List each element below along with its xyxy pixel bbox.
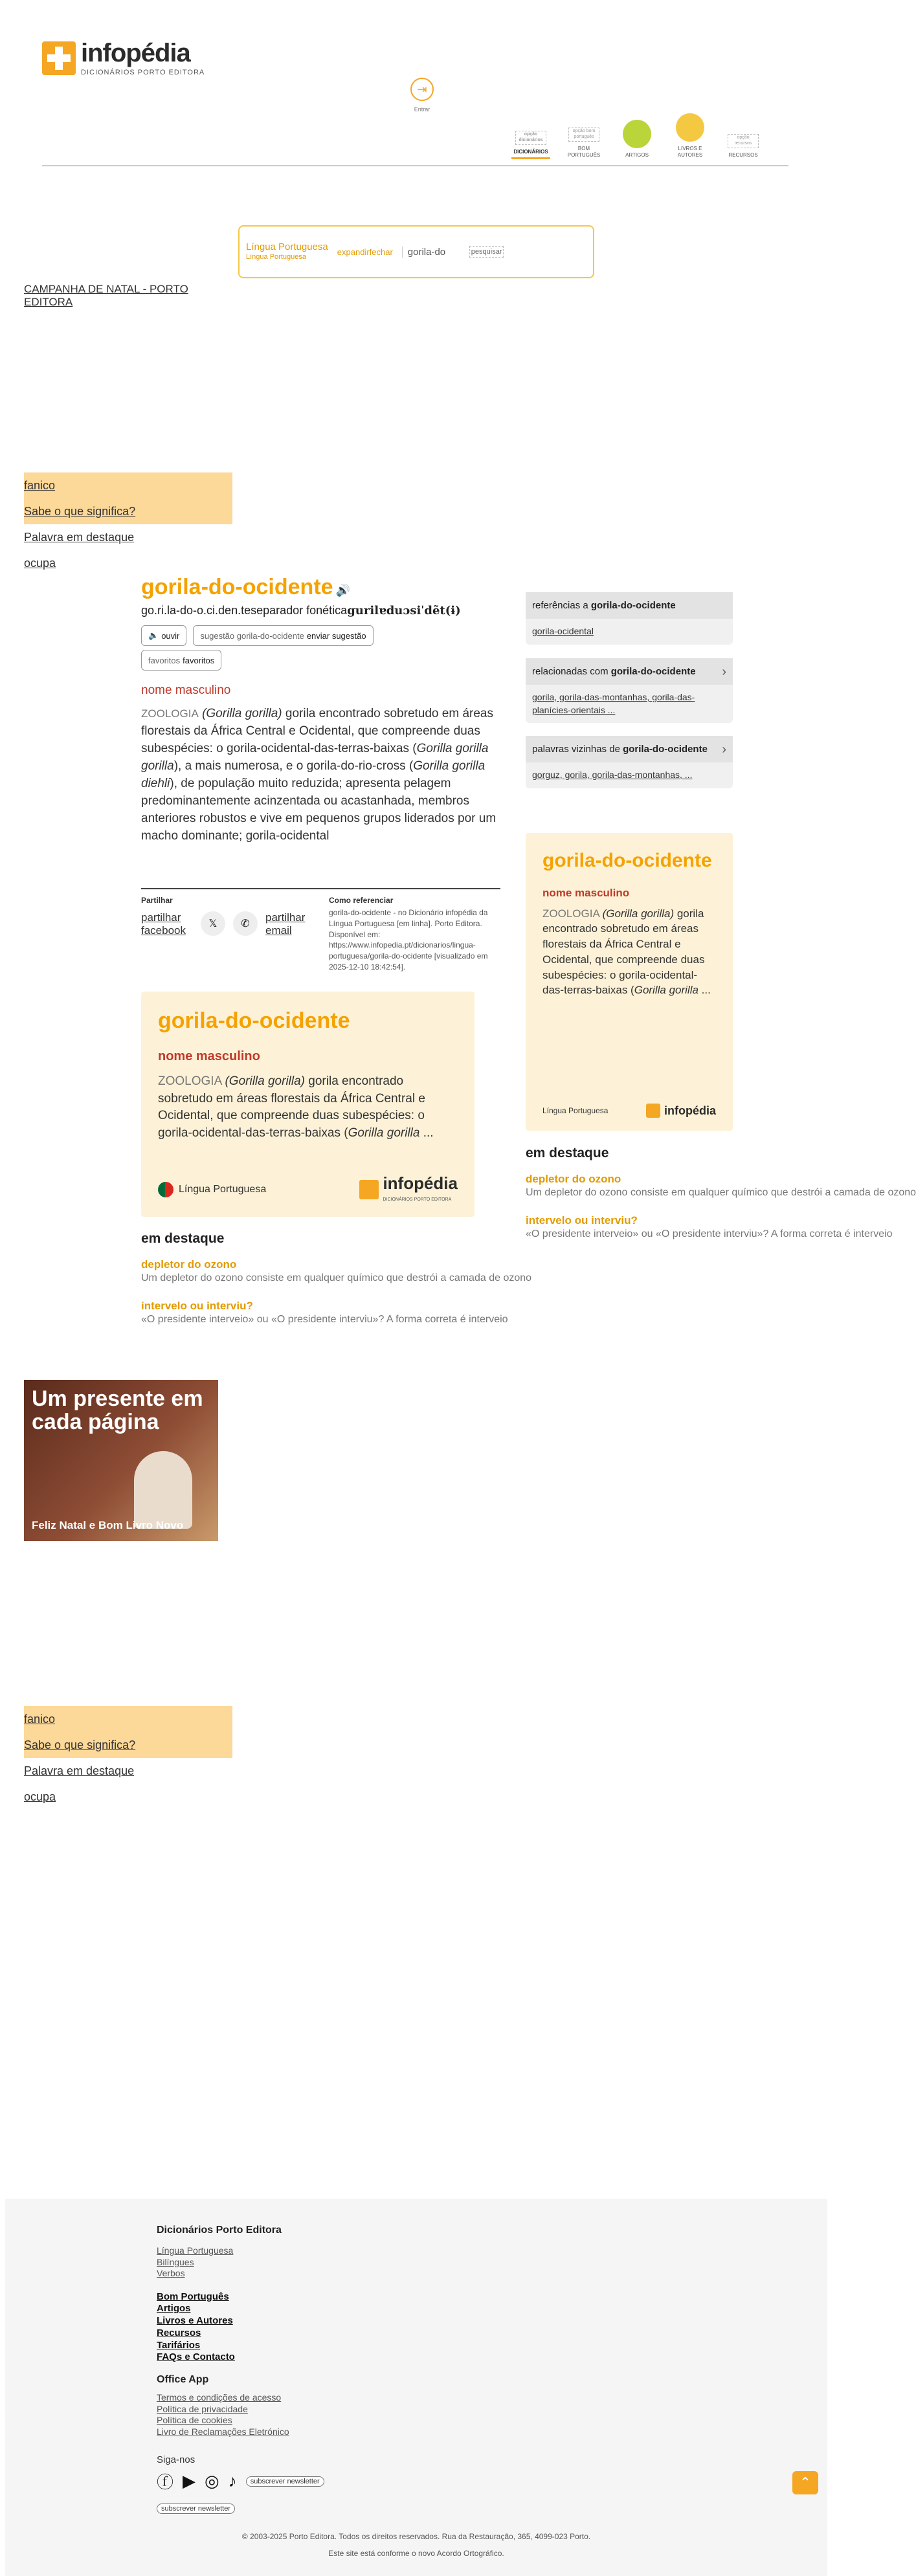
- chevron-right-icon[interactable]: ›: [722, 742, 726, 757]
- card-domain: ZOOLOGIA: [158, 1074, 222, 1088]
- related-box: [526, 658, 733, 723]
- nav-label: RECURSOS: [728, 152, 758, 159]
- ad-headline: Um presente em cada página: [32, 1386, 203, 1434]
- menu-item-fanico[interactable]: [24, 472, 232, 498]
- footer-link[interactable]: Bilíngues: [157, 2256, 194, 2267]
- featured-word[interactable]: depletor do ozono: [526, 1173, 621, 1185]
- featured-title: em destaque: [141, 1231, 225, 1246]
- menu-item-sabe[interactable]: [24, 498, 232, 524]
- card-sci: (Gorilla gorilla): [225, 1074, 306, 1088]
- nav-livros-autores[interactable]: [671, 113, 709, 159]
- related-prefix: relacionadas com: [532, 666, 611, 677]
- listen-button[interactable]: [141, 625, 186, 646]
- bom-portugues-icon: opção bom português: [568, 128, 599, 142]
- menu-link[interactable]: Sabe o que significa?: [24, 505, 136, 518]
- card-language-label: Língua Portuguesa: [542, 1106, 609, 1115]
- card-logo-name: infopédia: [664, 1104, 716, 1117]
- phonetic: gurilɐduɔsiˈdẽt(ɨ): [347, 604, 461, 617]
- newsletter-button[interactable]: subscrever newsletter: [246, 2476, 324, 2487]
- definition-text: gorila encontrado sobretudo em áreas florestais da África Central e Ocidental, que compreende duas subespécies: o gorila-ocidental-das-terras-baixas (: [141, 707, 493, 755]
- menu-item-fanico[interactable]: [24, 1706, 232, 1732]
- facebook-share-icon[interactable]: partilhar facebook: [141, 911, 186, 937]
- references-header: [526, 592, 733, 619]
- neighbors-prefix: palavras vizinhas de: [532, 744, 623, 755]
- header-divider: [42, 165, 788, 166]
- christmas-ad[interactable]: [24, 1380, 218, 1541]
- instagram-icon[interactable]: ◎: [205, 2471, 219, 2491]
- speaker-icon: 🔈: [148, 630, 159, 640]
- references-word: gorila-do-ocidente: [590, 600, 676, 611]
- neighbors-box: [526, 736, 733, 788]
- menu-item-ocupa[interactable]: [24, 550, 232, 576]
- definition: [141, 705, 500, 845]
- x-share-icon[interactable]: 𝕏: [201, 911, 225, 936]
- dictionary-label: Língua Portuguesa: [246, 241, 328, 253]
- favorites-icon: favoritos: [148, 655, 181, 665]
- footer-link[interactable]: Língua Portuguesa: [157, 2245, 234, 2256]
- nav-label: DICIONÁRIOS: [513, 149, 548, 155]
- pronunciation: [141, 604, 500, 617]
- ad-subline: Feliz Natal e Bom Livro Novo: [32, 1519, 184, 1532]
- logo-mark-icon: [646, 1104, 660, 1118]
- footer-link[interactable]: Tarifários: [157, 2339, 201, 2351]
- back-to-top-icon[interactable]: ⌃: [792, 2471, 818, 2494]
- menu-link[interactable]: ocupa: [24, 1790, 56, 1803]
- card-ellipsis: ...: [698, 984, 711, 997]
- card-tail: Gorilla gorilla: [634, 984, 698, 997]
- card-ellipsis: ...: [419, 1126, 434, 1140]
- chevron-right-icon[interactable]: ›: [722, 665, 726, 679]
- card-text: gorila encontrado sobretudo em áreas florestais da África Central e Ocidental, que compreende duas subespécies: o gorila-ocidental-das-terras-baixas (: [158, 1074, 425, 1140]
- site-footer: [5, 2199, 827, 2576]
- whatsapp-share-icon[interactable]: ✆: [233, 911, 258, 936]
- search-icon[interactable]: pesquisar: [469, 246, 504, 258]
- copyright: © 2003-2025 Porto Editora. Todos os direitos reservados. Rua da Restauração, 365, 4099-023 Porto.: [241, 2532, 591, 2541]
- ad-image: [134, 1451, 192, 1529]
- card-logo: [646, 1104, 716, 1118]
- share-title: Partilhar: [141, 896, 173, 905]
- card-sci: (Gorilla gorilla): [602, 907, 675, 920]
- menu-item-palavra[interactable]: [24, 524, 232, 550]
- card-definition: [542, 906, 716, 999]
- footer-link[interactable]: Bom Português: [157, 2291, 229, 2302]
- card-logo: [359, 1175, 458, 1204]
- footer-link[interactable]: Verbos: [157, 2268, 185, 2278]
- menu-item-palavra[interactable]: [24, 1758, 232, 1784]
- cite-title: Como referenciar: [329, 896, 394, 905]
- sidebar-share-card: [526, 833, 733, 1131]
- legal-link[interactable]: Política de privacidade: [157, 2403, 248, 2414]
- entry-actions: [141, 625, 500, 646]
- nav-label: ARTIGOS: [625, 152, 649, 159]
- nav-recursos[interactable]: [724, 134, 763, 159]
- listen-label: ouvir: [161, 630, 180, 641]
- menu-link[interactable]: fanico: [24, 1713, 56, 1726]
- syllables: go.ri.la-do-o.ci.den.te: [141, 604, 251, 617]
- menu-link[interactable]: Palavra em destaque: [24, 1764, 135, 1777]
- card-language-label: Língua Portuguesa: [179, 1183, 267, 1195]
- featured-text: «O presidente interveio» ou «O presidente interviu»? A forma correta é interveio: [141, 1314, 508, 1325]
- speaker-icon[interactable]: 🔊: [335, 584, 350, 597]
- references-link[interactable]: gorila-ocidental: [532, 626, 594, 636]
- nav-label: LIVROS E AUTORES: [677, 146, 703, 159]
- domain-label: ZOOLOGIA: [141, 707, 199, 720]
- search-input[interactable]: [402, 247, 460, 258]
- dictionary-sublabel: Língua Portuguesa: [246, 253, 306, 261]
- suggest-icon: sugestão gorila-do-ocidente: [200, 630, 304, 641]
- entry-share-card: [141, 992, 475, 1217]
- search-bar: [238, 225, 594, 278]
- scientific-name: Gorilla gorilla gorilla: [141, 741, 489, 773]
- references-box: [526, 592, 733, 645]
- main-nav: [511, 113, 763, 159]
- livros-icon: [676, 113, 704, 142]
- favorites-button[interactable]: [141, 650, 221, 671]
- menu-link[interactable]: ocupa: [24, 557, 56, 570]
- dictionary-selector[interactable]: [246, 241, 328, 261]
- portugal-flag-icon: [158, 1182, 173, 1197]
- card-grammar: nome masculino: [158, 1049, 260, 1063]
- card-language: [158, 1182, 266, 1197]
- card-definition: [158, 1073, 458, 1142]
- neighbors-header[interactable]: [526, 736, 733, 762]
- recursos-icon: opção recursos: [728, 134, 759, 148]
- campaign-banner[interactable]: CAMPANHA DE NATAL - PORTO EDITORA: [24, 283, 188, 308]
- related-word: gorila-do-ocidente: [610, 666, 696, 677]
- legal-link[interactable]: Livro de Reclamações Eletrónico: [157, 2426, 289, 2437]
- favorites-row: [141, 650, 500, 671]
- scientific-name: (Gorilla gorilla): [202, 707, 282, 720]
- login-button[interactable]: [406, 78, 438, 113]
- footer-link[interactable]: FAQs e Contacto: [157, 2351, 235, 2363]
- newsletter-button-2[interactable]: subscrever newsletter: [157, 2504, 235, 2514]
- tiktok-icon[interactable]: ♪: [228, 2471, 237, 2491]
- nav-label: BOM PORTUGUÊS: [567, 146, 601, 159]
- grammar-label: nome masculino: [141, 683, 231, 697]
- menu-item-sabe[interactable]: [24, 1732, 232, 1758]
- card-title: gorila-do-ocidente: [158, 1008, 350, 1033]
- related-header[interactable]: [526, 658, 733, 685]
- email-share-icon[interactable]: partilhar email: [265, 911, 306, 937]
- follow-label: Siga-nos: [157, 2454, 195, 2465]
- legal-link[interactable]: Termos e condições de acesso: [157, 2392, 282, 2403]
- footer-link[interactable]: Recursos: [157, 2327, 201, 2338]
- card-text: gorila encontrado sobretudo em áreas florestais da África Central e Ocidental, que compreende duas subespécies: o gorila-ocidental-das-terras-baixas (: [542, 907, 705, 997]
- featured-word[interactable]: intervelo ou interviu?: [526, 1214, 638, 1227]
- featured-title: em destaque: [526, 1146, 609, 1160]
- cite-text: gorila-do-ocidente - no Dicionário infopédia da Língua Portuguesa [em linha]. Porto Editora. Disponível em: https://www.infopedia.pt/dicionarios/lingua-portuguesa/gorila-do-ocidente [visualizado em 2025-12-10 18:42:54].: [329, 908, 488, 972]
- featured-text: «O presidente interveio» ou «O presidente interviu»? A forma correta é interveio: [526, 1228, 893, 1239]
- menu-item-ocupa[interactable]: [24, 1784, 232, 1810]
- office-app-title[interactable]: Office App: [157, 2374, 209, 2385]
- social-row: [157, 2469, 827, 2493]
- card-domain: ZOOLOGIA: [542, 907, 599, 920]
- logo-mark-icon: [359, 1180, 379, 1199]
- featured-section: [141, 1231, 532, 1326]
- orthographic-note: Este site está conforme o novo Acordo Ortográfico.: [328, 2549, 504, 2558]
- scientific-name: Gorilla gorilla diehli: [141, 759, 486, 790]
- nav-artigos[interactable]: [618, 120, 656, 159]
- definition-text: ), a mais numerosa, e o gorila-do-rio-cross (: [173, 759, 414, 773]
- footer-link[interactable]: Livros e Autores: [157, 2315, 233, 2326]
- side-menu: [24, 472, 232, 576]
- footer-link[interactable]: Artigos: [157, 2303, 191, 2315]
- card-title: gorila-do-ocidente: [542, 850, 712, 871]
- login-label: Entrar: [414, 106, 430, 113]
- site-logo[interactable]: [42, 40, 205, 76]
- dictionary-entry: [141, 575, 500, 845]
- share-section: [141, 888, 500, 973]
- side-menu-bottom: [24, 1706, 232, 1810]
- expand-toggle[interactable]: expandirfechar: [337, 247, 393, 257]
- featured-word[interactable]: depletor do ozono: [141, 1258, 237, 1271]
- headword: gorila-do-ocidente: [141, 575, 333, 599]
- youtube-icon[interactable]: ▶: [183, 2471, 196, 2491]
- card-grammar: nome masculino: [542, 886, 630, 899]
- nav-bom-portugues[interactable]: [564, 128, 603, 159]
- logo-subtitle: DICIONÁRIOS PORTO EDITORA: [81, 69, 205, 76]
- neighbors-links[interactable]: gorguz, gorila, gorila-das-montanhas, ...: [532, 770, 693, 780]
- legal-link[interactable]: Política de cookies: [157, 2415, 232, 2425]
- menu-link[interactable]: fanico: [24, 479, 56, 492]
- facebook-icon[interactable]: ⓕ: [157, 2472, 174, 2492]
- card-logo-name: infopédia: [383, 1173, 458, 1193]
- sidebar-featured: [526, 1146, 916, 1240]
- suggest-label: enviar sugestão: [306, 630, 366, 641]
- suggest-button[interactable]: [193, 625, 373, 646]
- separator-icon: separador fonética: [251, 604, 348, 617]
- favorites-label: favoritos: [183, 655, 215, 665]
- featured-word[interactable]: intervelo ou interviu?: [141, 1300, 253, 1312]
- footer-title: Dicionários Porto Editora: [157, 2225, 282, 2236]
- featured-text: Um depletor do ozono consiste em qualquer químico que destrói a camada de ozono: [526, 1187, 916, 1198]
- menu-link[interactable]: Sabe o que significa?: [24, 1738, 136, 1751]
- related-links[interactable]: gorila, gorila-das-montanhas, gorila-das-planícies-orientais ...: [532, 692, 695, 715]
- neighbors-word: gorila-do-ocidente: [623, 744, 708, 755]
- logo-name: infopédia: [81, 39, 190, 67]
- logo-mark-icon: [42, 41, 76, 75]
- featured-text: Um depletor do ozono consiste em qualquer químico que destrói a camada de ozono: [141, 1272, 532, 1283]
- nav-dicionarios[interactable]: [511, 131, 550, 159]
- references-prefix: referências a: [532, 600, 591, 611]
- menu-link[interactable]: Palavra em destaque: [24, 531, 135, 544]
- login-icon: ⇥: [410, 78, 434, 101]
- card-logo-sub: DICIONÁRIOS PORTO EDITORA: [383, 1197, 452, 1202]
- definition-text: ), de população muito reduzida; apresenta pelagem predominantemente acinzentada ou acastanhada, membros anteriores robustos e vive em pequenos grupos liderados por um macho dominante; gorila-ocidental: [141, 776, 497, 843]
- dicionarios-icon: opção dicionários: [515, 131, 546, 145]
- card-tail: Gorilla gorilla: [348, 1126, 420, 1140]
- artigos-icon: [623, 120, 651, 148]
